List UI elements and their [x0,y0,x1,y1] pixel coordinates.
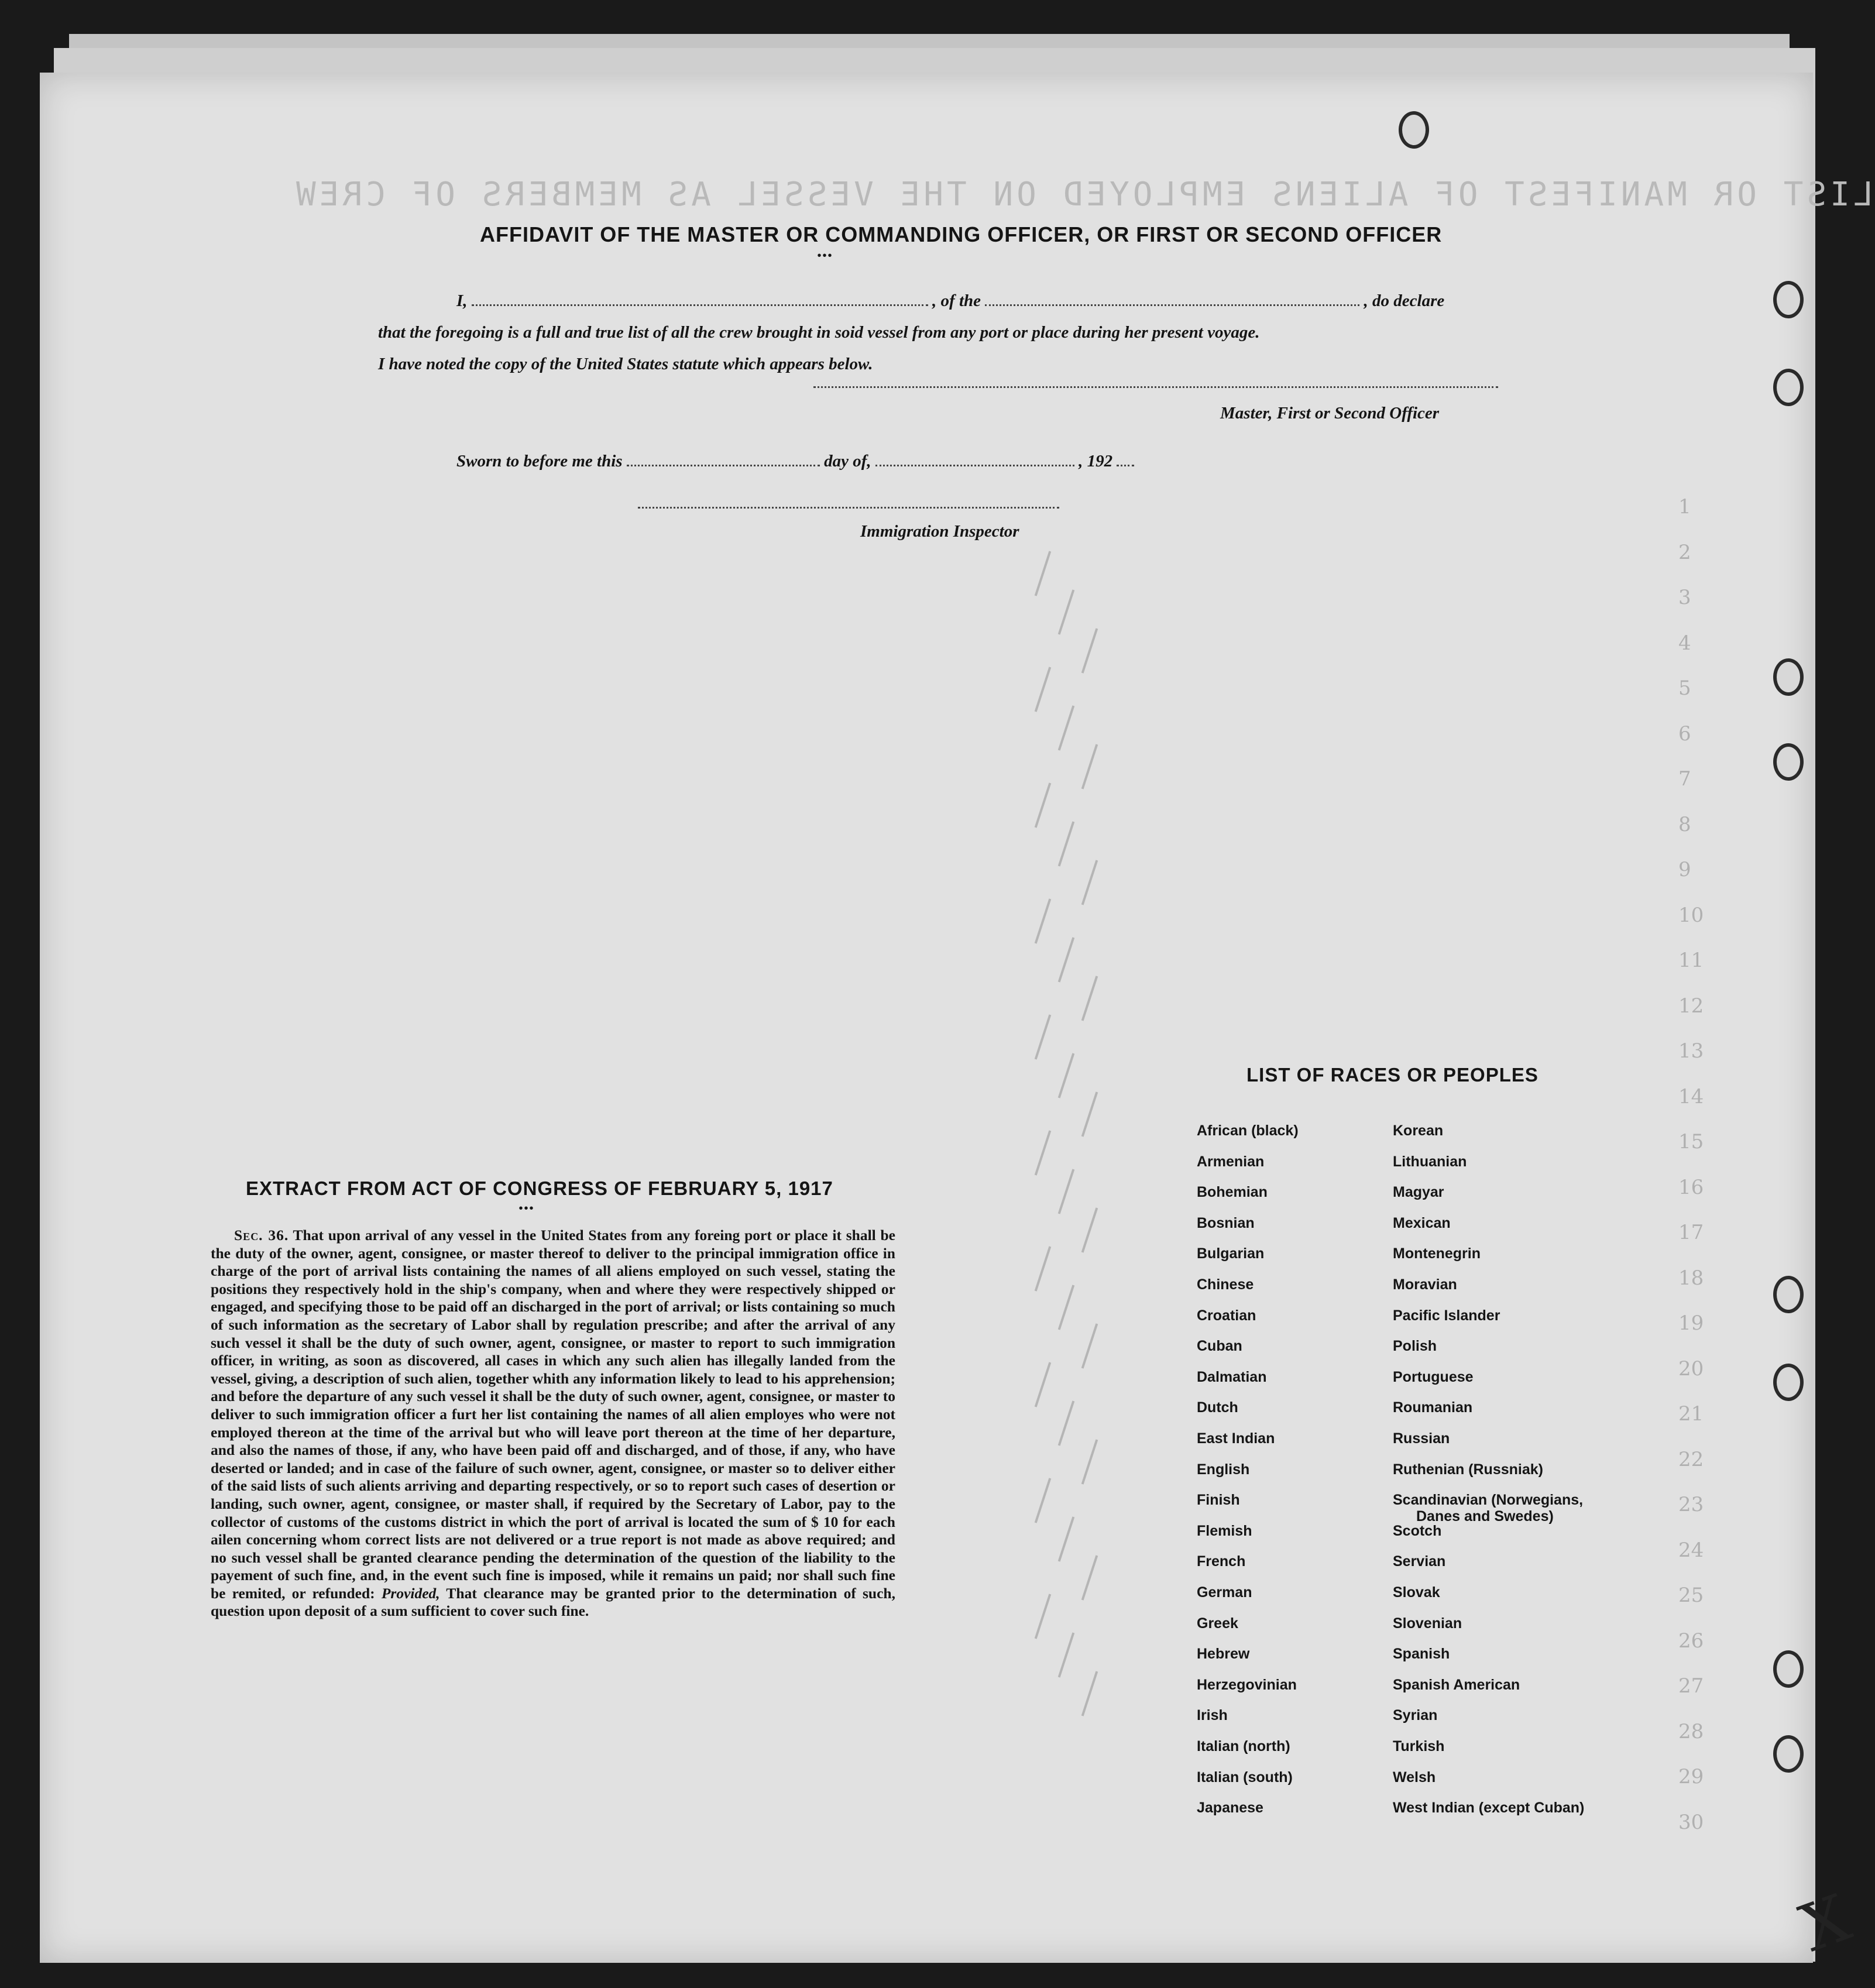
race-item: Bosnian [1197,1214,1255,1231]
bleed-through-row-number: 11 [1678,949,1704,972]
bleed-through-row-number: 7 [1678,767,1691,791]
race-item: Servian [1393,1553,1446,1570]
affidavit-i-label: I, [456,291,468,310]
race-item: Dutch [1197,1399,1238,1416]
race-item: English [1197,1461,1250,1478]
race-item: Japanese [1197,1800,1263,1817]
race-item: Herzegovinian [1197,1676,1297,1693]
bleed-through-row-number: 26 [1678,1629,1704,1653]
races-title: LIST OF RACES OR PEOPLES [1246,1064,1539,1086]
race-item: Welsh [1393,1769,1436,1786]
bleed-through-row-number: 17 [1678,1221,1704,1244]
race-item: Ruthenian (Russniak) [1393,1461,1543,1478]
bleed-through-row-number: 24 [1678,1538,1704,1562]
inspector-label: Immigration Inspector [860,522,1019,541]
race-item: Armenian [1197,1153,1265,1170]
affidavit-line-2: that the foregoing is a full and true list of all the crew brought in soid vessel from any port or place during her present voyage. [378,323,1260,342]
race-item: Polish [1393,1338,1437,1355]
bleed-through-row-number: 9 [1678,858,1691,881]
race-item: Chinese [1197,1276,1254,1293]
race-item: West Indian (except Cuban) [1393,1800,1585,1817]
race-item: Irish [1197,1707,1228,1724]
race-item: German [1197,1584,1252,1601]
race-item: East Indian [1197,1430,1275,1447]
race-item: Dalmatian [1197,1368,1267,1385]
race-item: Finish [1197,1492,1240,1509]
section-tail-text: That clearance may be granted prior to the determination of such, question upon deposit of a sum sufficient to cover such fine. [211,1584,895,1620]
extract-title: EXTRACT FROM ACT OF CONGRESS OF FEBRUARY 5, 1917 [246,1177,833,1199]
bleed-through-row-number: 6 [1678,722,1691,746]
corner-handwritten-mark: X [1791,1880,1860,1966]
inspector-signature-field[interactable] [638,507,1059,509]
bleed-through-row-number: 23 [1678,1493,1704,1516]
bleed-through-row-number: 21 [1678,1402,1704,1426]
bleed-through-row-number: 25 [1678,1584,1704,1607]
vessel-name-field[interactable] [985,301,1359,306]
bleed-through-row-number: 10 [1678,903,1704,927]
race-item: Spanish American [1393,1676,1520,1693]
race-item: Bulgarian [1197,1245,1265,1262]
bleed-through-row-number: 14 [1678,1084,1704,1108]
section-label: Sec. 36. [234,1227,289,1244]
bleed-through-row-number: 2 [1678,540,1691,564]
race-item: Syrian [1393,1707,1438,1724]
bleed-through-row-number: 4 [1678,631,1691,655]
sworn-month-field[interactable] [875,461,1074,466]
bleed-through-row-number: 30 [1678,1810,1704,1834]
section-body-text: That upon arrival of any vessel in the United States from any foreing port or place it shall be the duty of the owner, agent, consignee, or master thereof to deliver to the principal immigration office in charge of the port of arrival lists containing the names of all aliens employed on such vessel, stating the positions they respectively hold in the ship's company, when and where they were respectively shipped or engaged, and specifying those to be paid off an discharged in the port of arrival; or lists containing so much of such information as the secretary of Labor shall by regulation prescribe; and after the arrival of any such vessel it shall be the duty of such owner, agent, consignee, or master to report to such immigration officer, in writing, as soon as discovered, all cases in which any such alien has illegally landed from the vessel, giving, a description of such alien, together whith any information likely to lead to his apprehension; and before the departure of any such vessel it shall be the duty of such owner, agent, consignee, or master to deliver to such immigration officer a furt her list containing the names of all alien employes who were not employed thereon at the time of the arrival but who will leave port thereon at the time of her departure, and also the names of those, if any, who have been paid off and discharged, and of those, if any, who have deserted or landed; and in case of the failure of such owner, agent, consignee, or master so to deliver either of the said lists of such alients arriving and departing respectively, or so to report such cases of desertion or landing, such owner, agent, consignee, or master shall, if required by the Secretary of Labor, pay to the collector of customs of the customs district in which the port of arrival is located the sum of $ 10 for each ailen concerning whom correct lists are not delivered or a true report is not made as above required; and no such vessel shall be granted clearance pending the determination of the question of the liability to the payement of such fine, and, in the event such fine is imposed, while it remains un paid; nor shall such fine be remited, or refunded: [211,1227,896,1602]
affidavit-line-3: I have noted the copy of the United States statute which appears below. [378,355,873,373]
race-item: Scotch [1393,1522,1442,1539]
master-signature-field[interactable] [813,386,1498,388]
bleed-through-row-number: 16 [1678,1175,1704,1199]
race-item: Pacific Islander [1393,1307,1500,1324]
race-item: Montenegrin [1393,1245,1481,1262]
document-page [40,73,1813,1963]
race-item: French [1197,1553,1246,1570]
race-item: Croatian [1197,1307,1256,1324]
race-item: Greek [1197,1615,1238,1632]
bleed-through-row-number: 20 [1678,1357,1704,1381]
bleed-through-title: LIST OR MANIFEST OF ALIENS EMPLOYED ON THE VESSEL AS MEMBERS OF CREW [293,176,1873,214]
race-item: Slovenian [1393,1615,1462,1632]
affidavit-of-the-label: , of the [932,291,981,310]
race-item: Lithuanian [1393,1153,1467,1170]
punch-hole [1773,369,1804,406]
race-item: Roumanian [1393,1399,1473,1416]
sworn-day-field[interactable] [627,461,820,466]
punch-hole [1773,1650,1804,1688]
extract-body [211,1227,895,1620]
race-item: Italian (south) [1197,1769,1293,1786]
race-item: Hebrew [1197,1646,1250,1663]
race-item: African (black) [1197,1122,1299,1139]
punch-hole [1399,111,1429,149]
sworn-year-field[interactable] [1117,461,1134,466]
bleed-through-row-number: 5 [1678,677,1691,700]
officer-name-field[interactable] [472,301,928,306]
sworn-prefix: Sworn to before me this [456,452,623,471]
bleed-through-row-number: 19 [1678,1311,1704,1335]
race-item: Turkish [1393,1738,1445,1754]
race-item: Portuguese [1393,1368,1474,1385]
race-item: Bohemian [1197,1184,1268,1201]
race-item: Scandinavian (Norwegians, [1393,1492,1584,1509]
bleed-through-row-number: 22 [1678,1447,1704,1471]
punch-hole [1773,1735,1804,1773]
bleed-through-row-number: 1 [1678,495,1691,519]
bleed-through-row-number: 28 [1678,1719,1704,1743]
race-item: Magyar [1393,1184,1444,1201]
bleed-through-row-number: 29 [1678,1765,1704,1788]
affidavit-declare-label: , do declare [1364,291,1445,310]
master-signature-label: Master, First or Second Officer [1220,404,1440,423]
sworn-dayof-label: day of, [824,452,871,471]
race-item: Moravian [1393,1276,1457,1293]
punch-hole [1773,281,1804,318]
bleed-through-row-number: 18 [1678,1266,1704,1290]
bleed-through-row-number: 8 [1678,812,1691,836]
race-item: Flemish [1197,1522,1252,1539]
punch-hole [1773,1364,1804,1401]
bleed-through-row-number: 15 [1678,1130,1704,1153]
bleed-through-row-number: 12 [1678,994,1704,1018]
bleed-through-row-number: 13 [1678,1039,1704,1063]
punch-hole [1773,1276,1804,1313]
sworn-year-label: , 192 [1079,452,1113,471]
race-item: Mexican [1393,1214,1451,1231]
affidavit-dots: ••• [817,249,833,262]
provided-label: Provided, [381,1584,440,1602]
race-item: Danes and Swedes) [1416,1508,1554,1525]
punch-hole [1773,743,1804,781]
race-item: Korean [1393,1122,1444,1139]
race-item: Spanish [1393,1646,1450,1663]
bleed-through-row-number: 3 [1678,586,1691,609]
affidavit-title: AFFIDAVIT OF THE MASTER OR COMMANDING OFFICER, OR FIRST OR SECOND OFFICER [480,222,1443,246]
race-item: Italian (north) [1197,1738,1290,1754]
race-item: Russian [1393,1430,1450,1447]
bleed-through-row-number: 27 [1678,1674,1704,1698]
race-item: Slovak [1393,1584,1440,1601]
race-item: Cuban [1197,1338,1242,1355]
sworn-line [456,452,1134,471]
extract-dots: ••• [518,1202,535,1215]
punch-hole [1773,658,1804,696]
affidavit-line-1 [456,291,1444,311]
